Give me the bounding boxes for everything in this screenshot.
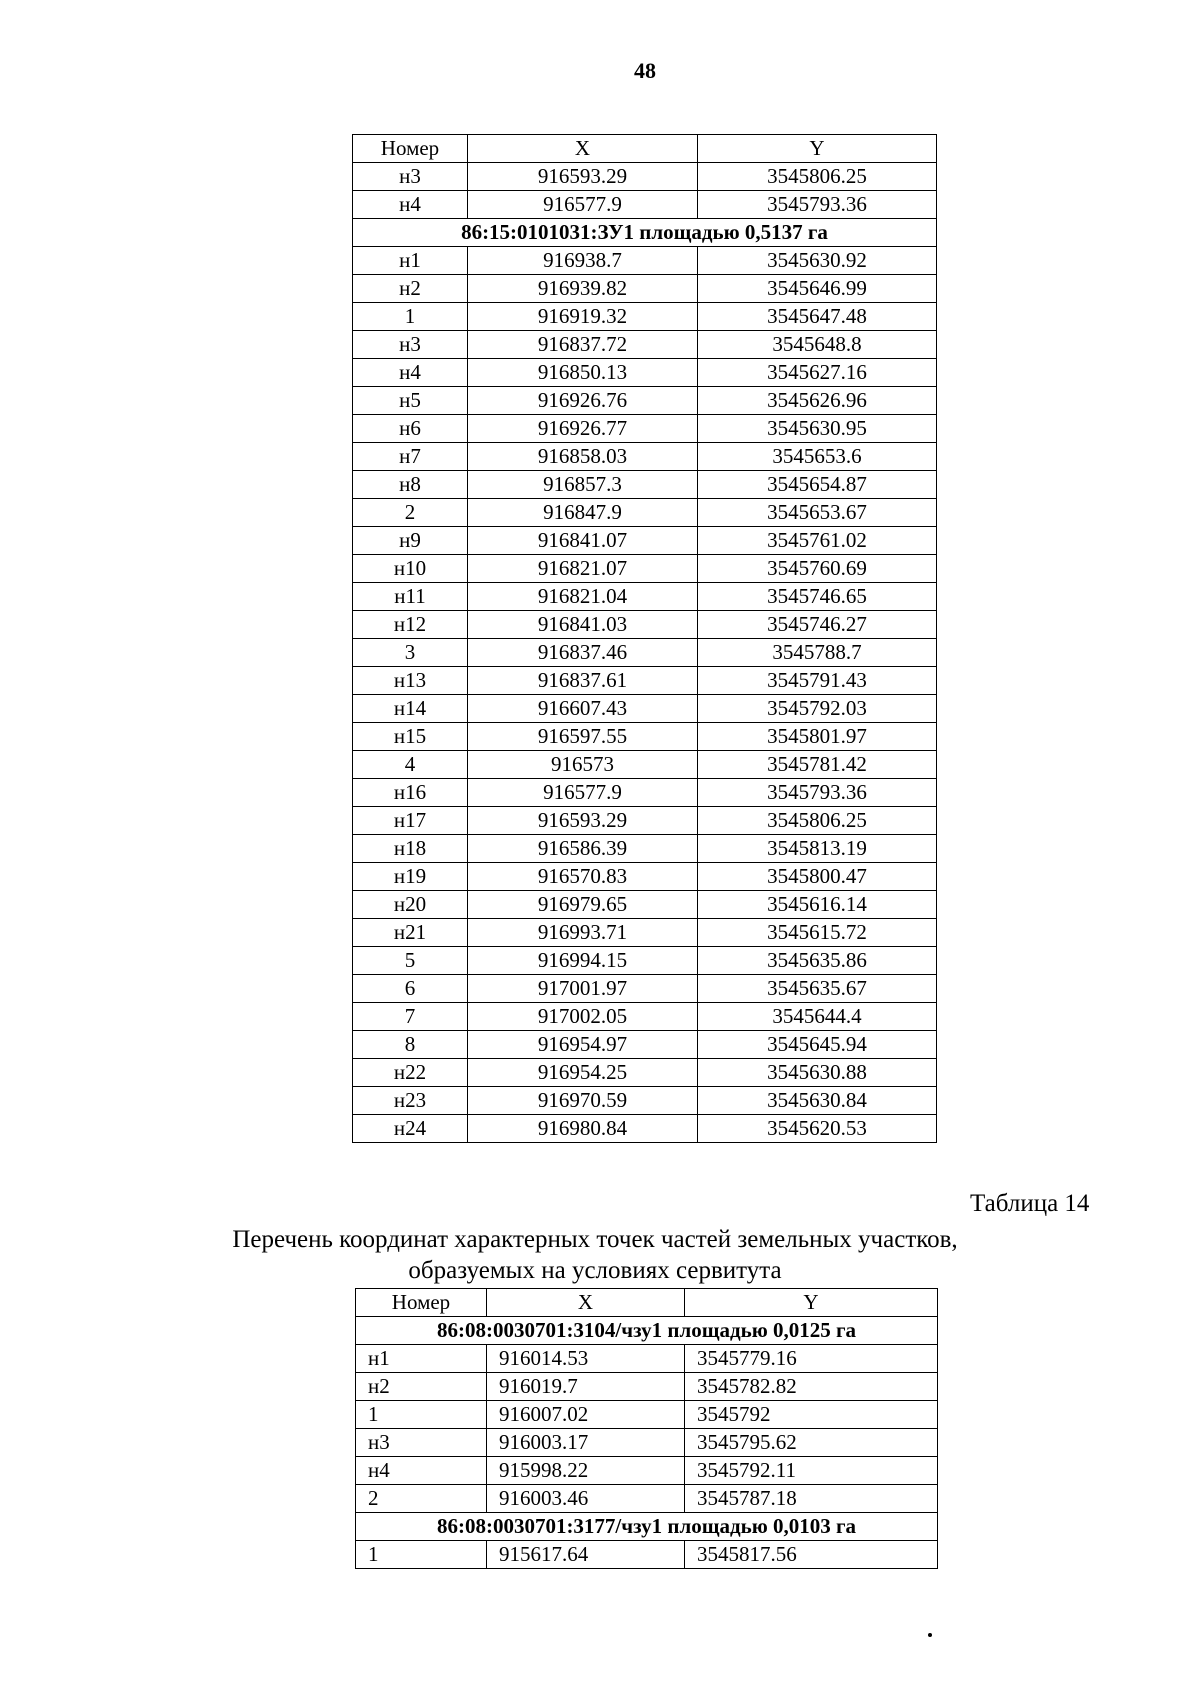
table-row [353, 583, 937, 611]
x-coordinate-cell: 916597.55 [468, 723, 698, 751]
y-coordinate-cell: 3545806.25 [698, 807, 937, 835]
y-coordinate-cell: 3545800.47 [698, 863, 937, 891]
point-number-cell: н2 [353, 275, 468, 303]
y-coordinate-cell: 3545806.25 [698, 163, 937, 191]
table-row [353, 527, 937, 555]
table-row [356, 1401, 938, 1429]
coordinates-table [352, 134, 937, 1143]
y-coordinate-cell: 3545795.62 [685, 1429, 938, 1457]
point-number-cell: н8 [353, 471, 468, 499]
table-row [353, 975, 937, 1003]
y-coordinate-cell: 3545779.16 [685, 1345, 938, 1373]
x-coordinate-cell: 916003.17 [487, 1429, 685, 1457]
point-number-cell: 5 [353, 947, 468, 975]
y-coordinate-cell: 3545630.92 [698, 247, 937, 275]
y-coordinate-cell: 3545630.88 [698, 1059, 937, 1087]
y-coordinate-cell: 3545635.86 [698, 947, 937, 975]
x-coordinate-cell: 916586.39 [468, 835, 698, 863]
point-number-cell: н21 [353, 919, 468, 947]
x-coordinate-cell: 916994.15 [468, 947, 698, 975]
y-coordinate-cell: 3545646.99 [698, 275, 937, 303]
point-number-cell: н11 [353, 583, 468, 611]
table-row [353, 359, 937, 387]
y-coordinate-cell: 3545813.19 [698, 835, 937, 863]
y-coordinate-cell: 3545635.67 [698, 975, 937, 1003]
table-row [356, 1541, 938, 1569]
y-coordinate-cell: 3545792.11 [685, 1457, 938, 1485]
x-coordinate-cell: 916837.46 [468, 639, 698, 667]
point-number-cell: н14 [353, 695, 468, 723]
y-coordinate-cell: 3545793.36 [698, 779, 937, 807]
y-coordinate-cell: 3545644.4 [698, 1003, 937, 1031]
table-row [353, 667, 937, 695]
section-title: 86:08:0030701:3104/чзу1 площадью 0,0125 га [356, 1317, 938, 1345]
x-coordinate-cell: 916926.76 [468, 387, 698, 415]
table-row [353, 863, 937, 891]
point-number-cell: н4 [353, 191, 468, 219]
point-number-cell: н3 [353, 331, 468, 359]
y-coordinate-cell: 3545645.94 [698, 1031, 937, 1059]
table-caption-line-2: образуемых на условиях сервитута [408, 1257, 782, 1284]
y-coordinate-cell: 3545616.14 [698, 891, 937, 919]
x-coordinate-cell: 916926.77 [468, 415, 698, 443]
table-row [353, 639, 937, 667]
y-coordinate-cell: 3545792 [685, 1401, 938, 1429]
table-row [353, 1003, 937, 1031]
table-row [353, 387, 937, 415]
point-number-cell: н4 [356, 1457, 487, 1485]
x-coordinate-cell: 916858.03 [468, 443, 698, 471]
x-coordinate-cell: 916954.97 [468, 1031, 698, 1059]
y-coordinate-cell: 3545788.7 [698, 639, 937, 667]
x-coordinate-cell: 915617.64 [487, 1541, 685, 1569]
servitude-table-body [356, 1289, 938, 1569]
table-row [353, 611, 937, 639]
x-coordinate-cell: 916841.07 [468, 527, 698, 555]
y-coordinate-cell: 3545653.6 [698, 443, 937, 471]
y-coordinate-cell: 3545817.56 [685, 1541, 938, 1569]
x-coordinate-cell: 916850.13 [468, 359, 698, 387]
table-row [356, 1345, 938, 1373]
table-row [353, 471, 937, 499]
y-coordinate-cell: 3545630.84 [698, 1087, 937, 1115]
scan-speck [928, 1633, 932, 1637]
section-row [356, 1317, 938, 1345]
x-coordinate-cell: 916841.03 [468, 611, 698, 639]
x-coordinate-cell: 916857.3 [468, 471, 698, 499]
point-number-cell: 2 [353, 499, 468, 527]
table-row [356, 1429, 938, 1457]
table-row [353, 499, 937, 527]
x-coordinate-cell: 917001.97 [468, 975, 698, 1003]
y-coordinate-cell: 3545630.95 [698, 415, 937, 443]
table-row [353, 1087, 937, 1115]
y-coordinate-cell: 3545626.96 [698, 387, 937, 415]
table-row [353, 891, 937, 919]
point-number-cell: н18 [353, 835, 468, 863]
y-coordinate-cell: 3545792.03 [698, 695, 937, 723]
x-coordinate-cell: 916821.04 [468, 583, 698, 611]
point-number-cell: н9 [353, 527, 468, 555]
point-number-cell: 8 [353, 1031, 468, 1059]
table-row [356, 1485, 938, 1513]
x-coordinate-cell: 916593.29 [468, 807, 698, 835]
point-number-cell: н12 [353, 611, 468, 639]
table-row [353, 247, 937, 275]
y-coordinate-cell: 3545615.72 [698, 919, 937, 947]
table-row [353, 1115, 937, 1143]
y-coordinate-cell: 3545620.53 [698, 1115, 937, 1143]
table-row [353, 163, 937, 191]
point-number-cell: 1 [356, 1401, 487, 1429]
table-row [353, 443, 937, 471]
header-number: Номер [356, 1289, 487, 1317]
y-coordinate-cell: 3545760.69 [698, 555, 937, 583]
table-row [353, 779, 937, 807]
point-number-cell: н3 [356, 1429, 487, 1457]
x-coordinate-cell: 916939.82 [468, 275, 698, 303]
section-title: 86:08:0030701:3177/чзу1 площадью 0,0103 га [356, 1513, 938, 1541]
y-coordinate-cell: 3545781.42 [698, 751, 937, 779]
servitude-coordinates-table [355, 1288, 938, 1569]
x-coordinate-cell: 916938.7 [468, 247, 698, 275]
y-coordinate-cell: 3545761.02 [698, 527, 937, 555]
x-coordinate-cell: 916570.83 [468, 863, 698, 891]
x-coordinate-cell: 916993.71 [468, 919, 698, 947]
point-number-cell: 7 [353, 1003, 468, 1031]
section-row [353, 219, 937, 247]
x-coordinate-cell: 916970.59 [468, 1087, 698, 1115]
table-row [353, 303, 937, 331]
x-coordinate-cell: 916003.46 [487, 1485, 685, 1513]
header-y: Y [685, 1289, 938, 1317]
page-number: 48 [634, 58, 656, 83]
x-coordinate-cell: 916847.9 [468, 499, 698, 527]
table-row [353, 555, 937, 583]
point-number-cell: н15 [353, 723, 468, 751]
point-number-cell: н6 [353, 415, 468, 443]
point-number-cell: н1 [356, 1345, 487, 1373]
table-row [353, 751, 937, 779]
x-coordinate-cell: 916577.9 [468, 779, 698, 807]
point-number-cell: н1 [353, 247, 468, 275]
table-row [353, 1031, 937, 1059]
x-coordinate-cell: 916980.84 [468, 1115, 698, 1143]
table-row [356, 1373, 938, 1401]
x-coordinate-cell: 916577.9 [468, 191, 698, 219]
y-coordinate-cell: 3545782.82 [685, 1373, 938, 1401]
point-number-cell: н20 [353, 891, 468, 919]
y-coordinate-cell: 3545746.27 [698, 611, 937, 639]
table-header-row [353, 135, 937, 163]
point-number-cell: н16 [353, 779, 468, 807]
y-coordinate-cell: 3545653.67 [698, 499, 937, 527]
x-coordinate-cell: 916821.07 [468, 555, 698, 583]
y-coordinate-cell: 3545793.36 [698, 191, 937, 219]
y-coordinate-cell: 3545654.87 [698, 471, 937, 499]
point-number-cell: 1 [353, 303, 468, 331]
point-number-cell: н13 [353, 667, 468, 695]
y-coordinate-cell: 3545791.43 [698, 667, 937, 695]
y-coordinate-cell: 3545648.8 [698, 331, 937, 359]
x-coordinate-cell: 916837.72 [468, 331, 698, 359]
point-number-cell: 4 [353, 751, 468, 779]
point-number-cell: н23 [353, 1087, 468, 1115]
x-coordinate-cell: 916954.25 [468, 1059, 698, 1087]
x-coordinate-cell: 916979.65 [468, 891, 698, 919]
x-coordinate-cell: 916007.02 [487, 1401, 685, 1429]
point-number-cell: 3 [353, 639, 468, 667]
section-row [356, 1513, 938, 1541]
x-coordinate-cell: 917002.05 [468, 1003, 698, 1031]
table-row [353, 1059, 937, 1087]
table-caption-line-1: Перечень координат характерных точек частей земельных участков, [232, 1226, 958, 1253]
table-row [353, 723, 937, 751]
x-coordinate-cell: 916014.53 [487, 1345, 685, 1373]
table-row [353, 947, 937, 975]
point-number-cell: 2 [356, 1485, 487, 1513]
table-row [353, 695, 937, 723]
point-number-cell: н3 [353, 163, 468, 191]
point-number-cell: н5 [353, 387, 468, 415]
x-coordinate-cell: 916837.61 [468, 667, 698, 695]
point-number-cell: н10 [353, 555, 468, 583]
y-coordinate-cell: 3545801.97 [698, 723, 937, 751]
point-number-cell: 6 [353, 975, 468, 1003]
table-row [353, 919, 937, 947]
y-coordinate-cell: 3545746.65 [698, 583, 937, 611]
table-label: Таблица 14 [970, 1190, 1090, 1217]
point-number-cell: н17 [353, 807, 468, 835]
x-coordinate-cell: 915998.22 [487, 1457, 685, 1485]
x-coordinate-cell: 916607.43 [468, 695, 698, 723]
point-number-cell: н7 [353, 443, 468, 471]
x-coordinate-cell: 916593.29 [468, 163, 698, 191]
table-row [353, 331, 937, 359]
header-number: Номер [353, 135, 468, 163]
table-row [353, 191, 937, 219]
table-row [356, 1457, 938, 1485]
point-number-cell: н2 [356, 1373, 487, 1401]
header-y: Y [698, 135, 937, 163]
y-coordinate-cell: 3545787.18 [685, 1485, 938, 1513]
table-row [353, 835, 937, 863]
point-number-cell: н4 [353, 359, 468, 387]
x-coordinate-cell: 916573 [468, 751, 698, 779]
section-title: 86:15:0101031:ЗУ1 площадью 0,5137 га [353, 219, 937, 247]
point-number-cell: н22 [353, 1059, 468, 1087]
table-row [353, 415, 937, 443]
table-row [353, 807, 937, 835]
header-x: X [487, 1289, 685, 1317]
header-x: X [468, 135, 698, 163]
y-coordinate-cell: 3545647.48 [698, 303, 937, 331]
table-row [353, 275, 937, 303]
table-header-row [356, 1289, 938, 1317]
y-coordinate-cell: 3545627.16 [698, 359, 937, 387]
coordinates-table-body [353, 135, 937, 1143]
point-number-cell: н24 [353, 1115, 468, 1143]
x-coordinate-cell: 916919.32 [468, 303, 698, 331]
point-number-cell: 1 [356, 1541, 487, 1569]
x-coordinate-cell: 916019.7 [487, 1373, 685, 1401]
point-number-cell: н19 [353, 863, 468, 891]
